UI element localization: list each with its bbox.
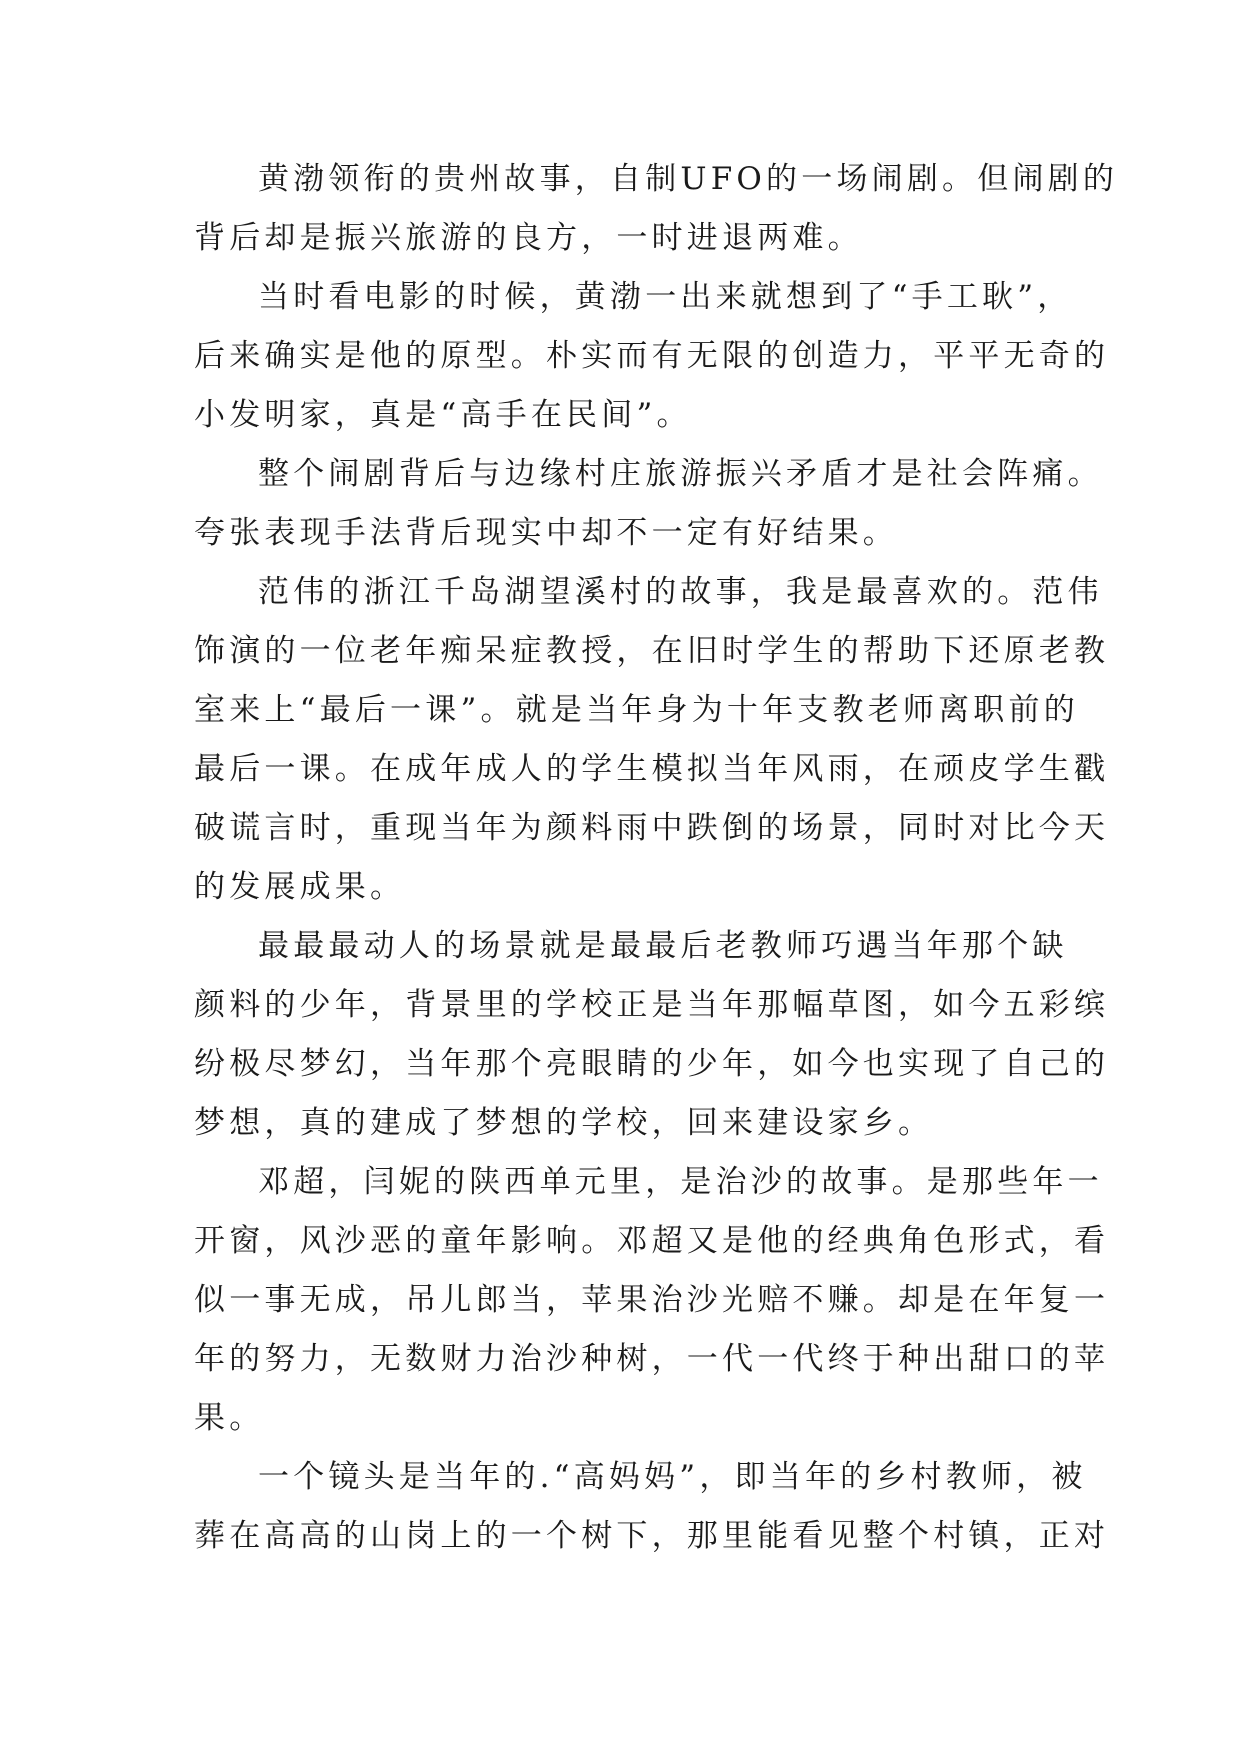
text-line: 梦想，真的建成了梦想的学校，回来建设家乡。 [194,1105,934,1141]
text-line: 小发明家，真是“高手在民间”。 [194,397,692,433]
text-line: 开窗，风沙恶的童年影响。邓超又是他的经典角色形式，看 [194,1223,1110,1259]
text-line: 年的努力，无数财力治沙种树，一代一代终于种出甜口的苹 [194,1341,1110,1377]
text-line: 果。 [194,1400,265,1436]
document-body [194,150,1119,1566]
text-line: 背后却是振兴旅游的良方，一时进退两难。 [194,220,863,256]
text-line: 当时看电影的时候，黄渤一出来就想到了“手工耿”， [258,279,1073,315]
paragraph [194,917,1110,1153]
text-line: 最最最动人的场景就是最最后老教师巧遇当年那个缺 [258,928,1068,964]
text-line: 似一事无成，吊儿郎当，苹果治沙光赔不赚。却是在年复一 [194,1282,1110,1318]
text-line: 的发展成果。 [194,869,406,905]
text-line: 邓超，闫妮的陕西单元里，是治沙的故事。是那些年一 [258,1164,1103,1200]
text-line: 纷极尽梦幻，当年那个亮眼睛的少年，如今也实现了自己的 [194,1046,1110,1082]
text-line: 饰演的一位老年痴呆症教授，在旧时学生的帮助下还原老教 [194,633,1110,669]
paragraph [194,150,1119,268]
text-line: 室来上“最后一课”。就是当年身为十年支教老师离职前的 [194,692,1079,728]
text-line: 范伟的浙江千岛湖望溪村的故事，我是最喜欢的。范伟 [258,574,1103,610]
text-line: 一个镜头是当年的.“高妈妈”，即当年的乡村教师，被 [258,1459,1087,1495]
paragraph [194,1153,1110,1448]
paragraph [194,1448,1110,1566]
text-line: 整个闹剧背后与边缘村庄旅游振兴矛盾才是社会阵痛。 [258,456,1103,492]
text-line: 颜料的少年，背景里的学校正是当年那幅草图，如今五彩缤 [194,987,1110,1023]
text-line: 破谎言时，重现当年为颜料雨中跌倒的场景，同时对比今天 [194,810,1110,846]
paragraph [194,268,1110,445]
text-line: 最后一课。在成年成人的学生模拟当年风雨，在顽皮学生戳 [194,751,1110,787]
text-line: 夸张表现手法背后现实中却不一定有好结果。 [194,515,898,551]
text-line: 后来确实是他的原型。朴实而有无限的创造力，平平无奇的 [194,338,1110,374]
text-line: 黄渤领衔的贵州故事，自制UFO的一场闹剧。但闹剧的 [258,161,1119,197]
paragraph [194,563,1110,917]
text-line: 葬在高高的山岗上的一个树下，那里能看见整个村镇，正对 [194,1518,1110,1554]
paragraph [194,445,1103,563]
